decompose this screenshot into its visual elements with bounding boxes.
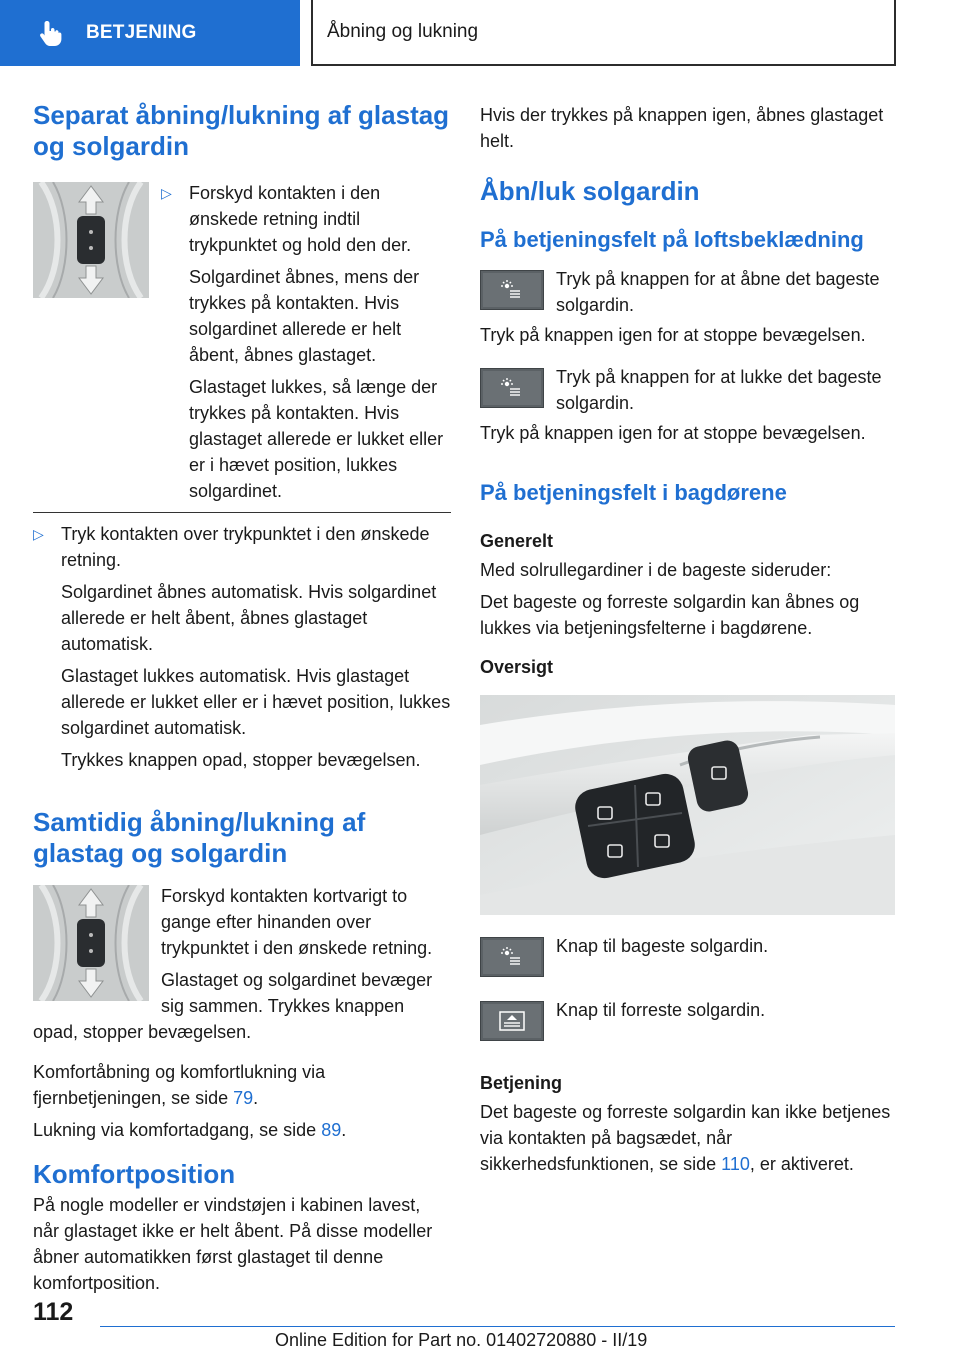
front-sunblind-button-icon xyxy=(480,1001,544,1041)
heading-samtidig: Samtidig åbning/lukning af glastag og solgardin xyxy=(33,807,366,868)
right-column: Hvis der trykkes på knappen igen, åbnes glastaget helt. Åbn/luk solgardin På betjeningsfelt på loftsbeklædning Tryk på knappen for at åbne det bageste solgardin. Tryk på knappen igen for at stoppe bevægelsen. Tryk på knappen for at lukke det bageste solgardin. Tryk på knappen igen for at stoppe bevægelsen. På betjeningsfelt i bagdørene Generelt Med solrullegardiner i de bageste sideruder: Det bageste og forreste solgardin kan åbnes og lukkes via betjeningsfelterne i bagdørene. Oversigt Knap til bageste solgardin. Knap til forreste solgardin. Betjening Det bageste og forreste solgardin kan ikke betjenes via kontakten på bagsædet, når sikkerhedsfunktionen, se side 110, er aktiveret. xyxy=(480,100,895,1177)
rear-sunblind-button-icon xyxy=(480,270,544,310)
samtidig-block: Forskyd kontakten kortvarigt to gange efter hinanden over trykpunktet i den ønskede retning. Glastaget og solgardinet bevæger sig sammen. Trykkes knappen opad, stopper bevægelsen. xyxy=(33,886,433,1042)
heading-komfortposition: Komfortposition xyxy=(33,1159,236,1189)
heading-oversigt: Oversigt xyxy=(480,657,554,677)
triangle-bullet-icon: ▷ xyxy=(33,526,44,542)
lukning-paragraph: Lukning via komfortadgang, se side 89. xyxy=(33,1120,347,1140)
heading-generelt: Generelt xyxy=(480,531,554,551)
komfort-paragraph: Komfortåbning og komfortlukning via fjernbetjeningen, se side 79. xyxy=(33,1062,326,1108)
triangle-bullet-icon: ▷ xyxy=(161,185,172,201)
heading-aabn-luk: Åbn/luk solgardin xyxy=(480,176,700,206)
komfortposition-paragraph: På nogle modeller er vindstøjen i kabinen lavest, når glastaget ikke er helt åbent. På disse modeller åbner automatikken først glastaget til denne komfortposition. xyxy=(33,1195,433,1293)
heading-betjening: Betjening xyxy=(480,1073,563,1093)
chapter-title: Åbning og lukning xyxy=(311,0,896,66)
page-number: 112 xyxy=(33,1298,74,1326)
left-column xyxy=(33,100,451,1296)
footer-divider xyxy=(100,1326,895,1327)
edition-info: Online Edition for Part no. 01402720880 - II/19 xyxy=(275,1330,648,1350)
bullet-item: ▷ Tryk kontakten over trykpunktet i den ønskede retning. Solgardinet åbnes automatisk. Hvis solgardinet allerede er helt åbent, åbnes glastaget automatisk. Glastaget lukkes automatisk. Hvis glastaget allerede er lukket eller er i hævet position, lukkes solgardinet automatisk. Trykkes knappen opad, stopper bevægelsen. xyxy=(33,521,451,773)
divider xyxy=(33,512,451,513)
heading-separat: Separat åbning/lukning af glastag og solgardin xyxy=(33,100,450,161)
heading-bagdoerene: På betjeningsfelt i bagdørene xyxy=(480,480,787,505)
betjening-paragraph: Det bageste og forreste solgardin kan ikke betjenes via kontakten på bagsædet, når sikkerhedsfunktionen, se side 110, er aktiveret. xyxy=(480,1102,891,1174)
hand-pointer-icon xyxy=(36,18,66,48)
page-link-79[interactable]: 79 xyxy=(233,1088,254,1108)
section-label: BETJENING xyxy=(86,22,197,43)
rear-sunblind-button-icon xyxy=(480,937,544,977)
heading-loft: På betjeningsfelt på loftsbeklædning xyxy=(480,227,864,252)
separat-block xyxy=(33,180,451,773)
section-tab xyxy=(0,0,300,66)
rear-sunblind-button-icon xyxy=(480,368,544,408)
page-link-89[interactable]: 89 xyxy=(321,1120,342,1140)
roof-switch-image xyxy=(33,885,149,1001)
bullet-item: ▷ Forskyd kontakten i den ønskede retning indtil trykpunktet og hold den der. Solgardinet åbnes, mens der trykkes på kontakten. Hvis solgardinet allerede er helt åbent, åbnes glastaget. Glastaget lukkes, så længe der trykkes på kontakten. Hvis glastaget allerede er lukket eller er i hævet position, lukkes solgardinet. xyxy=(161,180,451,504)
roof-switch-image xyxy=(33,182,149,298)
page-link-110[interactable]: 110 xyxy=(721,1154,750,1174)
intro-paragraph: Hvis der trykkes på knappen igen, åbnes glastaget helt. xyxy=(480,105,884,151)
door-control-panel-image xyxy=(480,695,895,915)
